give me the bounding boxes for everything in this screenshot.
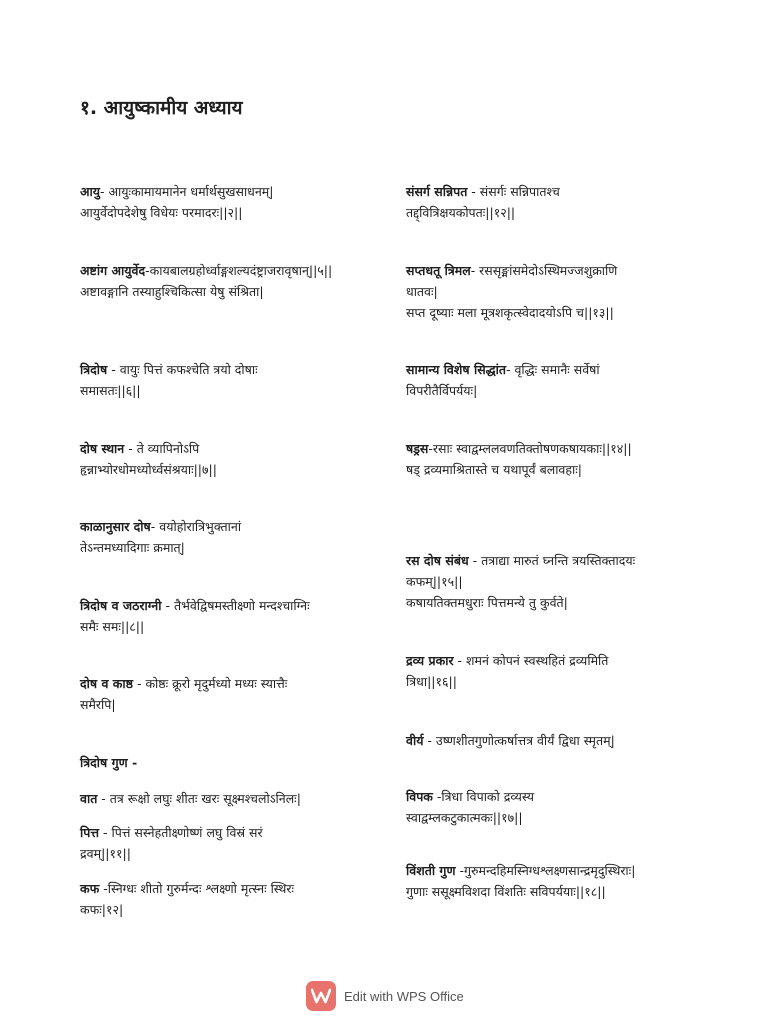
entry-separator: - <box>468 553 482 568</box>
entry-separator: - <box>100 184 109 199</box>
verse-line: तद्द्वित्रिक्षयकोपतः||१२|| <box>406 205 516 220</box>
verse-line: धातवः| <box>406 284 438 299</box>
wps-footer[interactable] <box>306 981 464 1011</box>
verse-entry <box>406 730 696 751</box>
entry-heading: दोष व काष्ठ <box>80 676 133 691</box>
entry-heading: आयु <box>80 184 101 199</box>
verse-line: शमनं कोपनं स्वस्थहितं द्रव्यमिति <box>466 653 609 668</box>
verse-entry <box>80 822 370 864</box>
verse-line: आयुर्वेदोपदेशेषु विधेयः परमादरः||२|| <box>80 205 243 220</box>
verse-line: हृन्नाभ्योरधोमध्योर्ध्वसंश्रयाः||७|| <box>80 462 217 477</box>
verse-line: वयोहोरात्रिभुक्तानां <box>159 519 242 534</box>
verse-entry <box>80 673 370 715</box>
verse-entry <box>80 595 370 637</box>
verse-line: कफम्||१५|| <box>406 574 463 589</box>
entry-separator: - <box>432 789 442 804</box>
entry-heading: विपक <box>406 789 433 804</box>
entry-heading: त्रिदोष व जठराग्नी <box>80 598 162 613</box>
entry-heading: वात <box>80 791 98 806</box>
entry-heading: षड्रस <box>406 441 429 456</box>
entry-separator: - <box>124 441 137 456</box>
verse-line: समासतः||६|| <box>80 383 141 398</box>
verse-entry <box>80 752 370 773</box>
entry-heading: वीर्य <box>406 733 424 748</box>
verse-line: तेऽन्तमध्यादिगाः क्रमात्| <box>80 540 185 555</box>
verse-entry <box>406 260 696 323</box>
entry-heading: त्रिदोष <box>80 362 108 377</box>
entry-separator: - <box>150 519 160 534</box>
entry-separator: - <box>428 441 433 456</box>
verse-line: गुणाः ससूक्ष्मविशदा विंशतिः सविपर्ययाः||१८|| <box>406 884 606 899</box>
entry-separator: - <box>132 676 146 691</box>
entry-separator: - <box>506 362 515 377</box>
verse-line: वृद्धिः समानैः सर्वेषां <box>514 362 600 377</box>
verse-line: त्रिधा विपाको द्रव्यस्य <box>441 789 535 804</box>
verse-line: समैरपि| <box>80 697 116 712</box>
entry-separator: - <box>98 825 112 840</box>
entry-separator: - <box>453 653 467 668</box>
verse-line: तत्र रूक्षो लघुः शीतः खरः सूक्ष्मश्चलोऽनिलः| <box>109 791 301 806</box>
verse-line: ते व्यापिनोऽपि <box>136 441 200 456</box>
entry-heading: अष्टांग आयुर्वेद <box>80 263 146 278</box>
wps-footer-text: Edit with WPS Office <box>344 988 464 1004</box>
entry-separator: - <box>161 598 174 613</box>
entry-separator: - <box>470 263 480 278</box>
entry-heading: त्रिदोष गुण - <box>80 755 138 770</box>
verse-line: तैर्भवेद्विषमस्तीक्ष्णो मन्दश्चाग्निः <box>173 598 310 613</box>
verse-line: स्वाद्वम्लकटुकात्मकः||१७|| <box>406 810 523 825</box>
verse-line: सप्त दूष्याः मला मूत्रशकृत्स्वेदादयोऽपि च||१३|| <box>406 305 614 320</box>
verse-entry <box>406 860 696 902</box>
entry-heading: दोष स्थान <box>80 441 125 456</box>
entry-heading: काळानुसार दोष <box>80 519 151 534</box>
wps-logo-icon <box>306 981 336 1011</box>
entry-heading: सप्तधतू त्रिमल <box>406 263 471 278</box>
verse-line: विपरीतैर्विपर्ययः| <box>406 383 478 398</box>
verse-line: कायबालग्रहोर्ध्वाङ्गशल्यदंष्ट्राजरावृषान्||५|| <box>149 263 333 278</box>
verse-entry <box>80 516 370 558</box>
verse-line: त्रिधा||१६|| <box>406 674 457 689</box>
entry-separator: - <box>97 791 110 806</box>
verse-line: वायुः पित्तं कफश्चेति त्रयो दोषाः <box>119 362 258 377</box>
entry-separator: - <box>455 863 464 878</box>
verse-entry <box>80 181 370 223</box>
entry-heading: कफ <box>80 881 100 896</box>
verse-line: द्रवम्||११|| <box>80 846 131 861</box>
page-title: १. आयुष्कामीय अध्याय <box>80 97 243 119</box>
verse-entry <box>80 260 370 302</box>
verse-line: रसाः स्वाद्वम्ललवणतिक्तोषणकषायकाः||१४|| <box>432 441 632 456</box>
entry-separator: - <box>145 263 150 278</box>
entry-heading: सामान्य विशेष सिद्धांत <box>406 362 506 377</box>
verse-line: कफः|१२| <box>80 902 124 917</box>
entry-heading: रस दोष संबंध <box>406 553 469 568</box>
entry-heading: द्रव्य प्रकार <box>406 653 454 668</box>
verse-line: षड् द्रव्यमाश्रितास्ते च यथापूर्वं बलावहाः| <box>406 462 582 477</box>
entry-heading: संसर्ग सन्निपत <box>406 184 468 199</box>
verse-line: तत्राद्या मारुतं घ्नन्ति त्रयस्तिक्तादयः <box>481 553 636 568</box>
verse-line: गुरुमन्दहिमस्निग्धश्लक्ष्णसान्द्रमृदुस्थिराः| <box>463 863 636 878</box>
verse-entry <box>406 550 696 613</box>
verse-line: रससृङ्मांसमेदोऽस्थिमज्जशुक्राणि <box>479 263 618 278</box>
verse-entry <box>80 788 370 809</box>
verse-line: संसर्गः सन्निपातश्च <box>479 184 560 199</box>
entry-heading: पित्त <box>80 825 99 840</box>
verse-line: उष्णशीतगुणोत्कर्षात्तत्र वीर्यं द्विधा स्मृतम्| <box>435 733 615 748</box>
verse-line: कषायतिक्तमधुराः पित्तमन्ये तु कुर्वते| <box>406 595 568 610</box>
verse-entry <box>406 438 696 480</box>
verse-entry <box>80 438 370 480</box>
verse-entry <box>80 359 370 401</box>
verse-entry <box>80 878 370 920</box>
verse-line: कोष्ठः क्रूरो मृदुर्मध्यो मध्यः स्यात्तैः <box>145 676 288 691</box>
verse-entry <box>406 359 696 401</box>
verse-entry <box>406 181 696 223</box>
entry-separator: - <box>99 881 108 896</box>
verse-line: समैः समः||८|| <box>80 619 145 634</box>
verse-line: पित्तं सस्नेहतीक्ष्णोष्णं लघु विस्रं सरं <box>111 825 263 840</box>
verse-entry <box>406 786 696 828</box>
entry-heading: विंशती गुण <box>406 863 456 878</box>
verse-line: अष्टावङ्गानि तस्याहुश्चिकित्सा येषु संश्रिता| <box>80 284 264 299</box>
verse-line: आयुःकामायमानेन धर्मार्थसुखसाधनम्| <box>108 184 274 199</box>
verse-line: स्निग्धः शीतो गुरुर्मन्दः श्लक्ष्णो मृत्स्नः स्थिरः <box>107 881 295 896</box>
entry-separator: - <box>467 184 480 199</box>
verse-entry <box>406 650 696 692</box>
entry-separator: - <box>423 733 436 748</box>
entry-separator: - <box>107 362 120 377</box>
